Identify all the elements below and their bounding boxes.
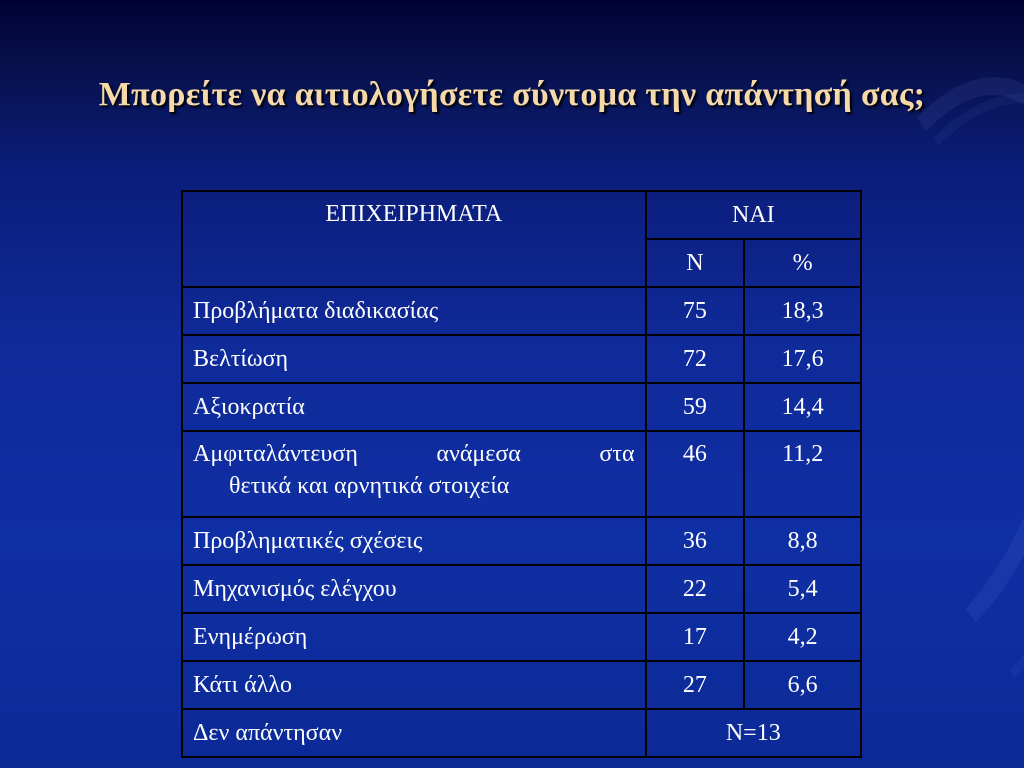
row-n: 72: [646, 335, 745, 383]
no-answer-value: N=13: [646, 709, 861, 757]
table-row: [182, 661, 861, 709]
row-percent: 6,6: [744, 661, 861, 709]
table-row: [182, 383, 861, 431]
row-n: 46: [646, 431, 745, 517]
table-row-no-answer: [182, 709, 861, 757]
header-yes: ΝΑΙ: [646, 191, 861, 239]
row-label: Κάτι άλλο: [182, 661, 646, 709]
row-percent: 18,3: [744, 287, 861, 335]
row-n: 22: [646, 565, 745, 613]
row-n: 27: [646, 661, 745, 709]
slide-title: Μπορείτε να αιτιολογήσετε σύντομα την απάντησή σας;: [98, 76, 926, 113]
table-row: [182, 335, 861, 383]
row-percent: 4,2: [744, 613, 861, 661]
table-row: [182, 431, 861, 517]
table-row: [182, 613, 861, 661]
table-header-row: [182, 191, 861, 239]
row-label: Ενημέρωση: [182, 613, 646, 661]
row-label: Μηχανισμός ελέγχου: [182, 565, 646, 613]
header-n: Ν: [646, 239, 745, 287]
table-row: [182, 287, 861, 335]
no-answer-label: Δεν απάντησαν: [182, 709, 646, 757]
row-label: Προβληματικές σχέσεις: [182, 517, 646, 565]
row-label: Προβλήματα διαδικασίας: [182, 287, 646, 335]
row-n: 75: [646, 287, 745, 335]
row-percent: 8,8: [744, 517, 861, 565]
header-arguments: ΕΠΙΧΕΙΡΗΜΑΤΑ: [182, 191, 646, 287]
table-row: [182, 565, 861, 613]
row-label-line1: Αμφιταλάντευση ανάμεσα στα: [193, 441, 635, 467]
row-label: Αξιοκρατία: [182, 383, 646, 431]
row-percent: 5,4: [744, 565, 861, 613]
row-percent: 14,4: [744, 383, 861, 431]
table-row: [182, 517, 861, 565]
row-label: [182, 431, 646, 517]
row-percent: 11,2: [744, 431, 861, 517]
row-n: 36: [646, 517, 745, 565]
row-label: Βελτίωση: [182, 335, 646, 383]
row-n: 17: [646, 613, 745, 661]
row-label-line2: θετικά και αρνητικά στοιχεία: [229, 473, 510, 499]
arguments-table: [181, 190, 862, 758]
row-percent: 17,6: [744, 335, 861, 383]
header-percent: %: [744, 239, 861, 287]
row-n: 59: [646, 383, 745, 431]
